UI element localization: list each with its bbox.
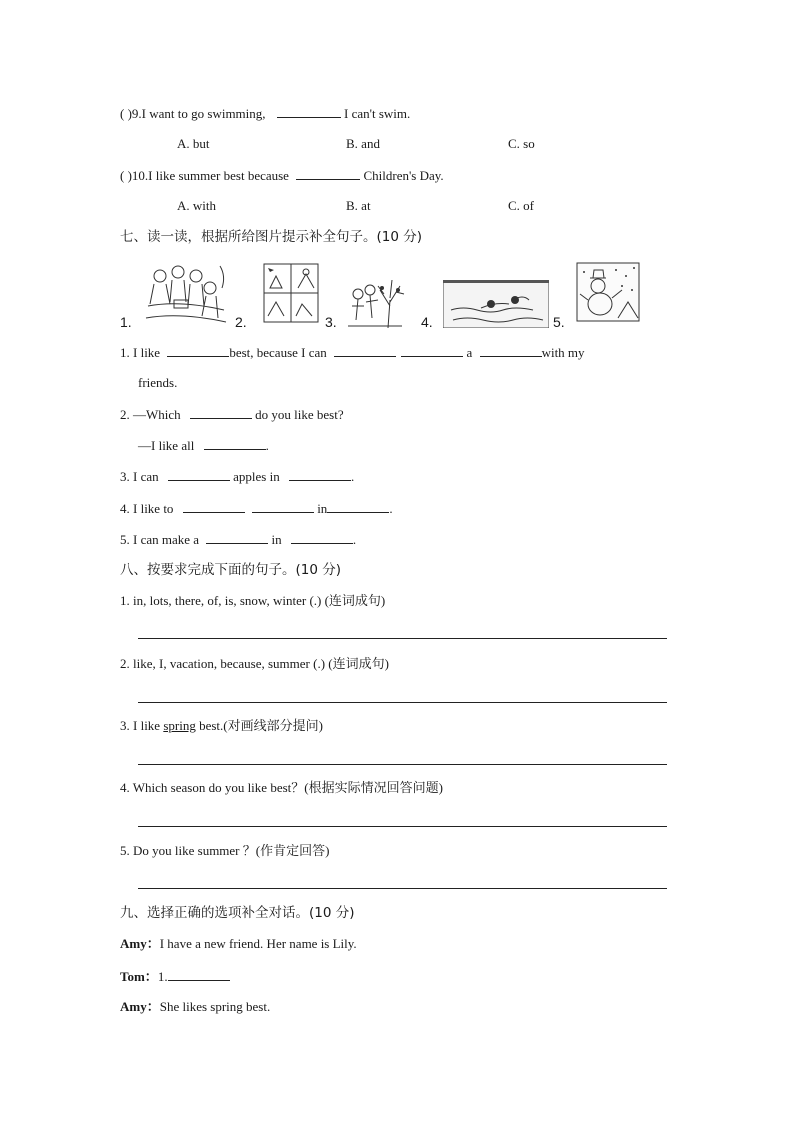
blank[interactable] (183, 499, 245, 513)
blank[interactable] (289, 467, 351, 481)
answer-bracket: ( ) (120, 168, 132, 183)
pic-number-1: 1. (120, 314, 132, 330)
section-8-item-2: 2. like, I, vacation, because, summer (.) (连词成句) (120, 656, 389, 671)
pic-number-5: 5. (553, 314, 565, 330)
blank[interactable] (204, 436, 266, 450)
section-7-sentence-1-cont: friends. (138, 375, 178, 390)
blank[interactable] (334, 343, 396, 357)
blank[interactable] (401, 343, 463, 357)
dialogue-line-1: Amy：I have a new friend. Her name is Lily. (120, 936, 357, 951)
four-seasons-icon (262, 262, 320, 324)
blank[interactable] (168, 967, 230, 981)
option-c: C. of (508, 198, 534, 213)
section-8-item-5: 5. Do you like summer ？(作肯定回答) (120, 843, 330, 858)
answer-line[interactable] (138, 702, 667, 703)
underlined-word: spring (163, 718, 196, 733)
children-picnic-icon (140, 262, 228, 326)
section-7-sentence-2: 2. —Which do you like best? (120, 407, 344, 422)
blank[interactable] (296, 166, 360, 180)
section-7-sentence-1: 1. I like best, because I can a with my (120, 345, 585, 360)
swimming-icon (443, 280, 549, 328)
section-9-heading: 九、选择正确的选项补全对话。(10 分) (120, 905, 355, 921)
blank[interactable] (168, 467, 230, 481)
option-b: B. and (346, 136, 380, 151)
answer-bracket: ( ) (120, 106, 132, 121)
answer-line[interactable] (138, 888, 667, 889)
section-7-sentence-4: 4. I like to in . (120, 501, 393, 516)
answer-line[interactable] (138, 826, 667, 827)
blank[interactable] (291, 530, 353, 544)
speaker: Tom： (120, 969, 158, 984)
section-7-sentence-3: 3. I can apples in . (120, 469, 355, 484)
section-8-item-4: 4. Which season do you like best？(根据实际情况回答问题) (120, 780, 443, 795)
section-8-item-3: 3. I like spring best.(对画线部分提问) (120, 718, 323, 733)
blank[interactable] (252, 499, 314, 513)
blank[interactable] (327, 499, 389, 513)
dialogue-line-2: Tom：1. (120, 967, 230, 986)
speaker: Amy： (120, 936, 160, 951)
option-b: B. at (346, 198, 371, 213)
picking-apples-icon (344, 276, 406, 330)
question-10: ( )10.I like summer best because Children's Day. (120, 168, 444, 183)
speaker: Amy： (120, 999, 160, 1014)
section-7-sentence-2-reply: —I like all . (138, 438, 269, 453)
answer-line[interactable] (138, 638, 667, 639)
option-c: C. so (508, 136, 535, 151)
blank[interactable] (480, 343, 542, 357)
dialogue-line-3: Amy：She likes spring best. (120, 999, 271, 1014)
section-7-heading: 七、读一读，根据所给图片提示补全句子。(10 分) (120, 229, 423, 245)
question-9: ( )9.I want to go swimming, I can't swim. (120, 106, 411, 121)
section-8-heading: 八、按要求完成下面的句子。(10 分) (120, 562, 342, 578)
pic-number-3: 3. (325, 314, 337, 330)
snowman-icon (576, 262, 640, 322)
blank[interactable] (206, 530, 268, 544)
pic-number-2: 2. (235, 314, 247, 330)
option-a: A. but (177, 136, 210, 151)
answer-line[interactable] (138, 764, 667, 765)
blank[interactable] (190, 405, 252, 419)
pic-number-4: 4. (421, 314, 433, 330)
blank[interactable] (167, 343, 229, 357)
option-a: A. with (177, 198, 216, 213)
blank[interactable] (277, 104, 341, 118)
section-8-item-1: 1. in, lots, there, of, is, snow, winter (.) (连词成句) (120, 593, 386, 608)
section-7-sentence-5: 5. I can make a in . (120, 532, 357, 547)
